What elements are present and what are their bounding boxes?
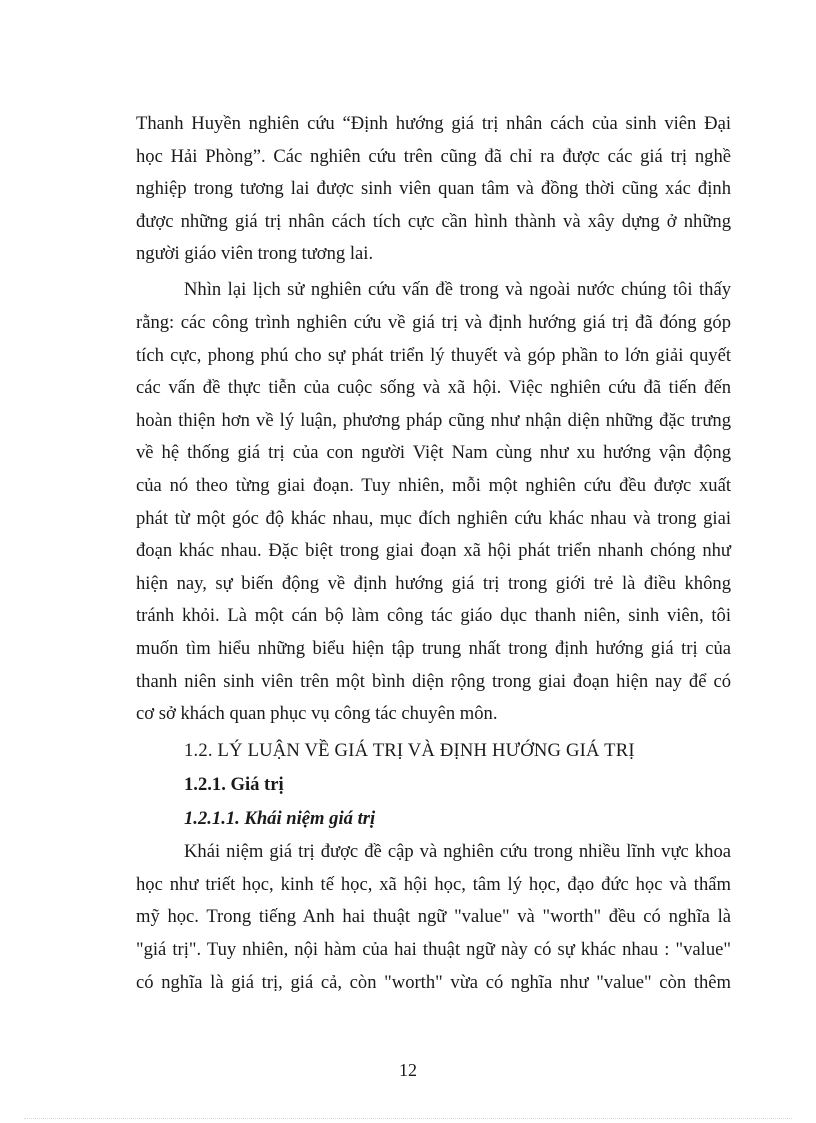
- text-line: thanh niên sinh viên trên một bình diện rộng trong giai đoạn hiện nay để có: [136, 670, 731, 692]
- text-line: có nghĩa là giá trị, giá cả, còn "worth" vừa có nghĩa như "value" còn thêm: [136, 971, 731, 993]
- paragraph-1: [136, 108, 731, 271]
- text-line: Nhìn lại lịch sử nghiên cứu vấn đề trong và ngoài nước chúng tôi thấy: [184, 279, 731, 301]
- paragraph-3: [136, 836, 731, 999]
- text-line: muốn tìm hiểu những biểu hiện tập trung nhất trong định hướng giá trị của: [136, 638, 731, 659]
- text-line: Thanh Huyền nghiên cứu “Định hướng giá trị nhân cách của sinh viên Đại: [136, 113, 731, 134]
- text-line: nghiệp trong tương lai được sinh viên quan tâm và đồng thời cũng xác định: [136, 178, 731, 200]
- text-line: người giáo viên trong tương lai.: [136, 243, 374, 265]
- text-line: về hệ thống giá trị của con người Việt Nam cùng như xu hướng vận động: [136, 442, 731, 464]
- text-line: "giá trị". Tuy nhiên, nội hàm của hai thuật ngữ này có sự khác nhau : "value": [136, 939, 731, 961]
- section-heading-1-2-1-1: 1.2.1.1. Khái niệm giá trị: [184, 808, 376, 830]
- text-line: rằng: các công trình nghiên cứu về giá trị và định hướng giá trị đã đóng góp: [136, 312, 731, 334]
- page-number: 12: [399, 1060, 417, 1080]
- text-line: mỹ học. Trong tiếng Anh hai thuật ngữ "value" và "worth" đều có nghĩa là: [136, 906, 731, 928]
- text-line: học như triết học, kinh tế học, xã hội học, tâm lý học, đạo đức học và thẩm: [136, 873, 731, 895]
- text-line: cơ sở khách quan phục vụ công tác chuyên môn.: [136, 703, 498, 725]
- text-line: được những giá trị nhân cách tích cực cần hình thành và xây dựng ở những: [136, 210, 731, 232]
- text-line: tích cực, phong phú cho sự phát triển lý thuyết và góp phần to lớn giải quyết: [136, 344, 731, 366]
- text-line: đoạn khác nhau. Đặc biệt trong giai đoạn xã hội phát triển nhanh chóng như: [136, 540, 731, 562]
- text-line: tránh khỏi. Là một cán bộ làm công tác giáo dục thanh niên, sinh viên, tôi: [136, 605, 731, 627]
- section-heading-1-2-1: 1.2.1. Giá trị: [184, 774, 284, 796]
- section-heading-1-2: 1.2. LÝ LUẬN VỀ GIÁ TRỊ VÀ ĐỊNH HƯỚNG GIÁ TRỊ: [184, 740, 635, 762]
- page-bottom-divider: [24, 1118, 792, 1119]
- text-line: Khái niệm giá trị được đề cập và nghiên cứu trong nhiều lĩnh vực khoa: [184, 841, 731, 863]
- text-line: học Hải Phòng”. Các nghiên cứu trên cũng đã chỉ ra được các giá trị nghề: [136, 145, 731, 167]
- text-line: hoàn thiện hơn về lý luận, phương pháp cũng như nhận diện những đặc trưng: [136, 409, 731, 431]
- text-line: các vấn đề thực tiễn của cuộc sống và xã hội. Việc nghiên cứu đã tiến đến: [136, 377, 731, 399]
- paragraph-2: [136, 274, 731, 730]
- text-line: phát từ một góc độ khác nhau, mục đích nghiên cứu khác nhau và trong giai: [136, 507, 731, 529]
- text-line: của nó theo từng giai đoạn. Tuy nhiên, mỗi một nghiên cứu đều được xuất: [136, 475, 731, 497]
- text-line: hiện nay, sự biến động về định hướng giá trị trong giới trẻ là điều không: [136, 572, 731, 594]
- page-body: [136, 108, 731, 1003]
